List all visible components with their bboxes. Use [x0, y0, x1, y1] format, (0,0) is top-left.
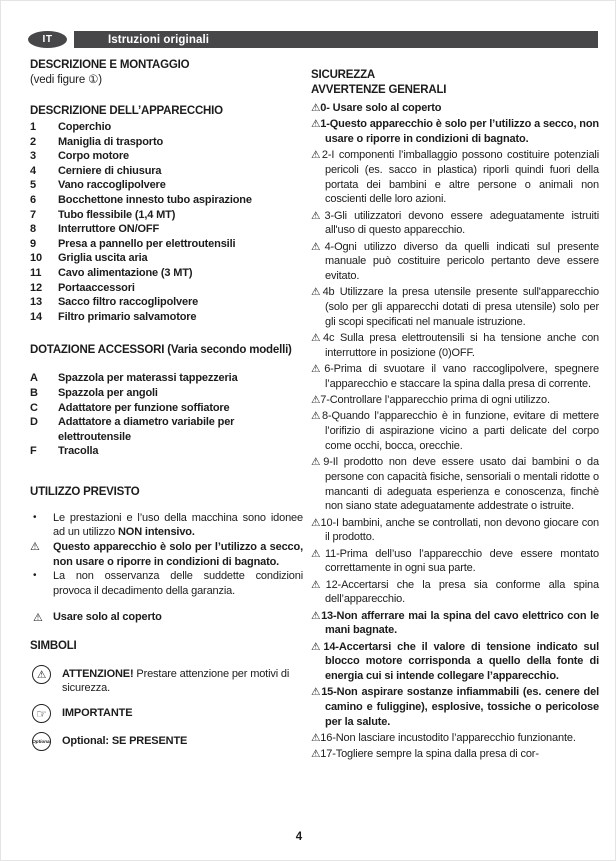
warning-number: 2- [321, 149, 332, 162]
warning-text: Quando l’apparecchio è in funzione, evitare di mettere l’orifizio di aspirazione vicino a parti delicate del corpo come occhi, bocca, orecchie. [325, 410, 600, 452]
warning-text: Controllare l’apparecchio prima di ogni utilizzo. [329, 394, 550, 407]
warning-text: I bambini, anche se controllati, non devono giocare con il prodotto. [325, 516, 600, 544]
part-item [30, 251, 303, 266]
part-item [30, 222, 303, 237]
accessory-item [30, 444, 303, 459]
section-title-descrizione-montaggio: DESCRIZIONE E MONTAGGIO [30, 59, 190, 71]
part-item [30, 135, 303, 150]
warning-number: 11- [325, 547, 340, 560]
warning-item [311, 331, 599, 360]
part-item [30, 208, 303, 223]
warning-text: Usare solo al coperto [329, 102, 442, 114]
part-label: Sacco filtro raccoglipolvere [58, 296, 199, 309]
warning-triangle-icon: ⚠ [311, 332, 324, 345]
accessory-item [30, 386, 303, 401]
list-marker-icon: • [33, 511, 37, 523]
left-column [30, 58, 303, 751]
accessory-letter: B [30, 386, 38, 399]
accessory-label: Spazzola per angoli [58, 386, 158, 399]
part-label: Griglia uscita aria [58, 252, 148, 265]
part-label: Filtro primario salvamotore [58, 310, 197, 323]
warning-number: 13- [321, 609, 337, 622]
warning-triangle-icon: ⚠ [311, 640, 324, 653]
parts-list [30, 120, 303, 324]
part-label: Vano raccoglipolvere [58, 179, 166, 192]
warning-text: Non aspirare sostanze infiammabili (es. cenere del camino e fuliggine), esplosive, tossiche o pericolose per la salute. [325, 686, 599, 728]
part-item [30, 237, 303, 252]
warning-text: Sulla presa elettroutensili si ha tensione anche con interruttore in posizione (0)OFF. [325, 332, 600, 359]
part-number: 10 [30, 252, 42, 265]
accessory-item [30, 401, 303, 416]
symbol-description: IMPORTANTE [62, 707, 133, 720]
part-number: 3 [30, 150, 36, 163]
part-number: 8 [30, 223, 36, 236]
list-marker-icon: ⚠ [30, 541, 40, 554]
warning-number: 4c [323, 332, 335, 345]
section-title-simboli: SIMBOLI [30, 640, 77, 653]
warning-text: Il prodotto non deve essere usato dai bambini o da persone con capacità fisiche, sensoriali o mentali ridotte o mancanti di adeguata esperienza e conoscenza, finchè non siano state adeguatamente addestrate o istruite. [325, 456, 599, 513]
warning-item [311, 685, 599, 729]
warning-triangle-icon: ⚠ [33, 612, 43, 625]
section-title-sicurezza: SICUREZZA [311, 69, 376, 81]
part-item [30, 295, 303, 310]
covered-use-text: Usare solo al coperto [53, 611, 162, 624]
warning-triangle-icon: ⚠ [311, 547, 326, 560]
part-item [30, 120, 303, 135]
warning-circle-icon: ⚠ [32, 665, 51, 684]
warning-item [311, 240, 599, 284]
warning-item [311, 516, 599, 545]
warning-number: 4- [324, 240, 335, 253]
part-item [30, 149, 303, 164]
warning-item [311, 640, 599, 684]
part-label: Portaaccessori [58, 281, 135, 294]
part-label: Coperchio [58, 121, 112, 133]
warning-number: 17- [320, 748, 336, 761]
accessory-label: Adattatore a diametro variabile per elettroutensile [58, 416, 235, 443]
usage-item [30, 540, 303, 569]
accessories-list [30, 371, 303, 459]
section-title-dotazione-accessori: DOTAZIONE ACCESSORI (Varia secondo modelli) [30, 344, 292, 357]
warning-item [311, 731, 599, 746]
warning-text: Non afferrare mai la spina del cavo elettrico con le mani bagnate. [325, 609, 600, 637]
warning-item [311, 285, 599, 329]
warning-number: 12- [325, 578, 342, 591]
part-number: 14 [30, 310, 42, 323]
part-number: 9 [30, 237, 36, 250]
accessory-item [30, 415, 303, 444]
warning-text: Gli utilizzatori devono essere adeguatamente istruiti all'uso di questo apparecchio. [325, 209, 599, 237]
part-number: 2 [30, 135, 36, 148]
warning-number: 8- [322, 410, 332, 423]
section-title-avvertenze-generali: AVVERTENZE GENERALI [311, 83, 447, 96]
symbol-item [30, 732, 303, 751]
part-item [30, 193, 303, 208]
warning-text: Togliere sempre la spina dalla presa di cor- [335, 748, 539, 761]
part-item [30, 164, 303, 179]
symbol-description: ATTENZIONE! Prestare attenzione per motivi di sicurezza. [62, 668, 290, 695]
accessory-letter: C [30, 401, 38, 414]
warning-text: Non lasciare incustodito l’apparecchio funzionante. [335, 731, 576, 744]
accessory-letter: F [30, 445, 37, 458]
warning-text: Accertarsi che la presa sia conforme alla spina dell’apparecchio. [325, 578, 599, 606]
warning-triangle-icon: ⚠ [311, 731, 321, 744]
warning-number: 16- [320, 731, 336, 744]
header-title-bar [74, 31, 598, 48]
warning-text: Utilizzare la presa utensile presente sull'apparecchio (solo per gli apparecchi dotati di presa utensile) solo per gli scopi specificati nel manuale istruzione. [325, 286, 600, 328]
warning-triangle-icon: ⚠ [311, 578, 326, 591]
warning-text: Prima dell’uso l’apparecchio deve essere montato correttamente in ogni sua parte. [325, 547, 600, 575]
warning-item [311, 362, 599, 391]
part-label: Interruttore ON/OFF [58, 223, 160, 236]
warning-item [311, 148, 599, 207]
usage-item [30, 511, 303, 540]
accessory-letter: D [30, 416, 38, 429]
part-number: 6 [30, 193, 36, 206]
warning-item [311, 547, 599, 576]
header-title: Istruzioni originali [108, 33, 210, 46]
symbol-description: Optional: SE PRESENTE [62, 735, 188, 748]
warning-triangle-icon: ⚠ [311, 410, 322, 423]
warning-number: 6- [324, 363, 334, 376]
warning-text: Ogni utilizzo diverso da quelli indicati sul presente manuale può costituire pericolo pertanto deve essere evitato. [325, 240, 600, 283]
warning-number: 7- [320, 394, 330, 407]
warning-triangle-icon: ⚠ [311, 363, 325, 376]
part-item [30, 281, 303, 296]
warning-number: 15- [321, 686, 337, 699]
warning-text: Prima di svuotare il vano raccoglipolvere, spegnere l’apparecchio e staccare la spina dalla presa di corrente. [325, 363, 600, 390]
warning-number: 1- [320, 118, 330, 131]
accessory-label: Spazzola per materassi tappezzeria [58, 372, 238, 385]
warning-item [311, 409, 599, 453]
warning-item [311, 455, 599, 514]
warning-number: 0- [320, 102, 330, 114]
part-number: 13 [30, 296, 42, 309]
safety-warnings-list [311, 101, 599, 762]
language-badge: IT [28, 31, 67, 48]
pointing-hand-icon: ☞ [32, 704, 51, 723]
warning-item [311, 101, 599, 116]
accessory-letter: A [30, 372, 38, 385]
usage-list [30, 511, 303, 599]
warning-triangle-icon: ⚠ [311, 686, 322, 699]
right-column [311, 68, 599, 764]
warning-number: 14- [323, 640, 339, 653]
warning-triangle-icon: ⚠ [311, 516, 321, 529]
accessory-item [30, 371, 303, 386]
warning-item [311, 209, 599, 238]
symbols-list [30, 665, 303, 751]
warning-triangle-icon: ⚠ [311, 394, 321, 407]
part-label: Maniglia di trasporto [58, 135, 164, 148]
warning-triangle-icon: ⚠ [311, 748, 321, 761]
warning-triangle-icon: ⚠ [311, 209, 325, 222]
part-item [30, 310, 303, 325]
accessory-label: Adattatore per funzione soffiatore [58, 401, 230, 414]
warning-item [311, 117, 599, 146]
list-marker-icon: • [33, 570, 37, 582]
warning-item [311, 578, 599, 607]
page-number: 4 [295, 831, 303, 843]
symbol-item [30, 704, 303, 723]
part-label: Bocchettone innesto tubo aspirazione [58, 193, 252, 206]
figure-reference: (vedi figure ①) [30, 74, 102, 86]
warning-item [311, 393, 599, 408]
part-number: 1 [30, 121, 36, 133]
warning-triangle-icon: ⚠ [311, 609, 322, 622]
part-label: Cavo alimentazione (3 MT) [58, 266, 193, 279]
symbol-item [30, 665, 303, 695]
part-label: Presa a pannello per elettroutensili [58, 237, 236, 250]
part-label: Corpo motore [58, 150, 129, 163]
warning-triangle-icon: ⚠ [311, 102, 321, 114]
part-item [30, 178, 303, 193]
warning-triangle-icon: ⚠ [311, 240, 325, 253]
accessory-label: Tracolla [58, 445, 99, 458]
usage-text: La non osservanza delle suddette condizioni provoca il decadimento della garanzia. [53, 570, 303, 597]
warning-text: Questo apparecchio è solo per l’utilizzo a secco, non usare o riporre in condizioni di bagnato. [325, 118, 599, 145]
warning-triangle-icon: ⚠ [311, 149, 322, 162]
section-title-descrizione-apparecchio: DESCRIZIONE DELL’APPARECCHIO [30, 105, 223, 117]
warning-triangle-icon: ⚠ [311, 456, 324, 469]
part-number: 7 [30, 208, 36, 221]
part-label: Tubo flessibile (1,4 MT) [58, 208, 176, 221]
warning-number: 9- [323, 456, 333, 469]
warning-text: I componenti l’imballaggio possono costituire potenziali pericoli (es. sacco in plastica) riporli quindi fuori della portata dei bambini e altre persone o animali non coscienti delle loro azioni. [325, 149, 599, 206]
section-title-utilizzo-previsto: UTILIZZO PREVISTO [30, 485, 140, 498]
warning-number: 10- [320, 516, 336, 529]
warning-item [311, 747, 599, 762]
part-label: Cerniere di chiusura [58, 164, 162, 177]
covered-use-note [30, 611, 303, 624]
optional-icon: Optional [32, 732, 51, 751]
part-number: 12 [30, 281, 42, 294]
warning-triangle-icon: ⚠ [311, 118, 321, 131]
warning-number: 4b [322, 286, 335, 299]
usage-text: Questo apparecchio è solo per l’utilizzo a secco, non usare o riporre in condizioni di bagnato. [53, 541, 303, 568]
usage-text: Le prestazioni e l’uso della macchina sono idonee ad un utilizzo NON intensivo. [53, 511, 303, 539]
warning-triangle-icon: ⚠ [311, 286, 323, 299]
warning-number: 3- [324, 209, 334, 222]
warning-item [311, 609, 599, 638]
usage-item [30, 569, 303, 598]
part-number: 5 [30, 179, 36, 192]
warning-text: Accertarsi che il valore di tensione indicato sul blocco motore corrisponda a quello della fonte di energia cui si intende collegare l’apparecchio. [325, 640, 599, 682]
part-number: 11 [30, 266, 42, 279]
part-item [30, 266, 303, 281]
part-number: 4 [30, 164, 36, 177]
